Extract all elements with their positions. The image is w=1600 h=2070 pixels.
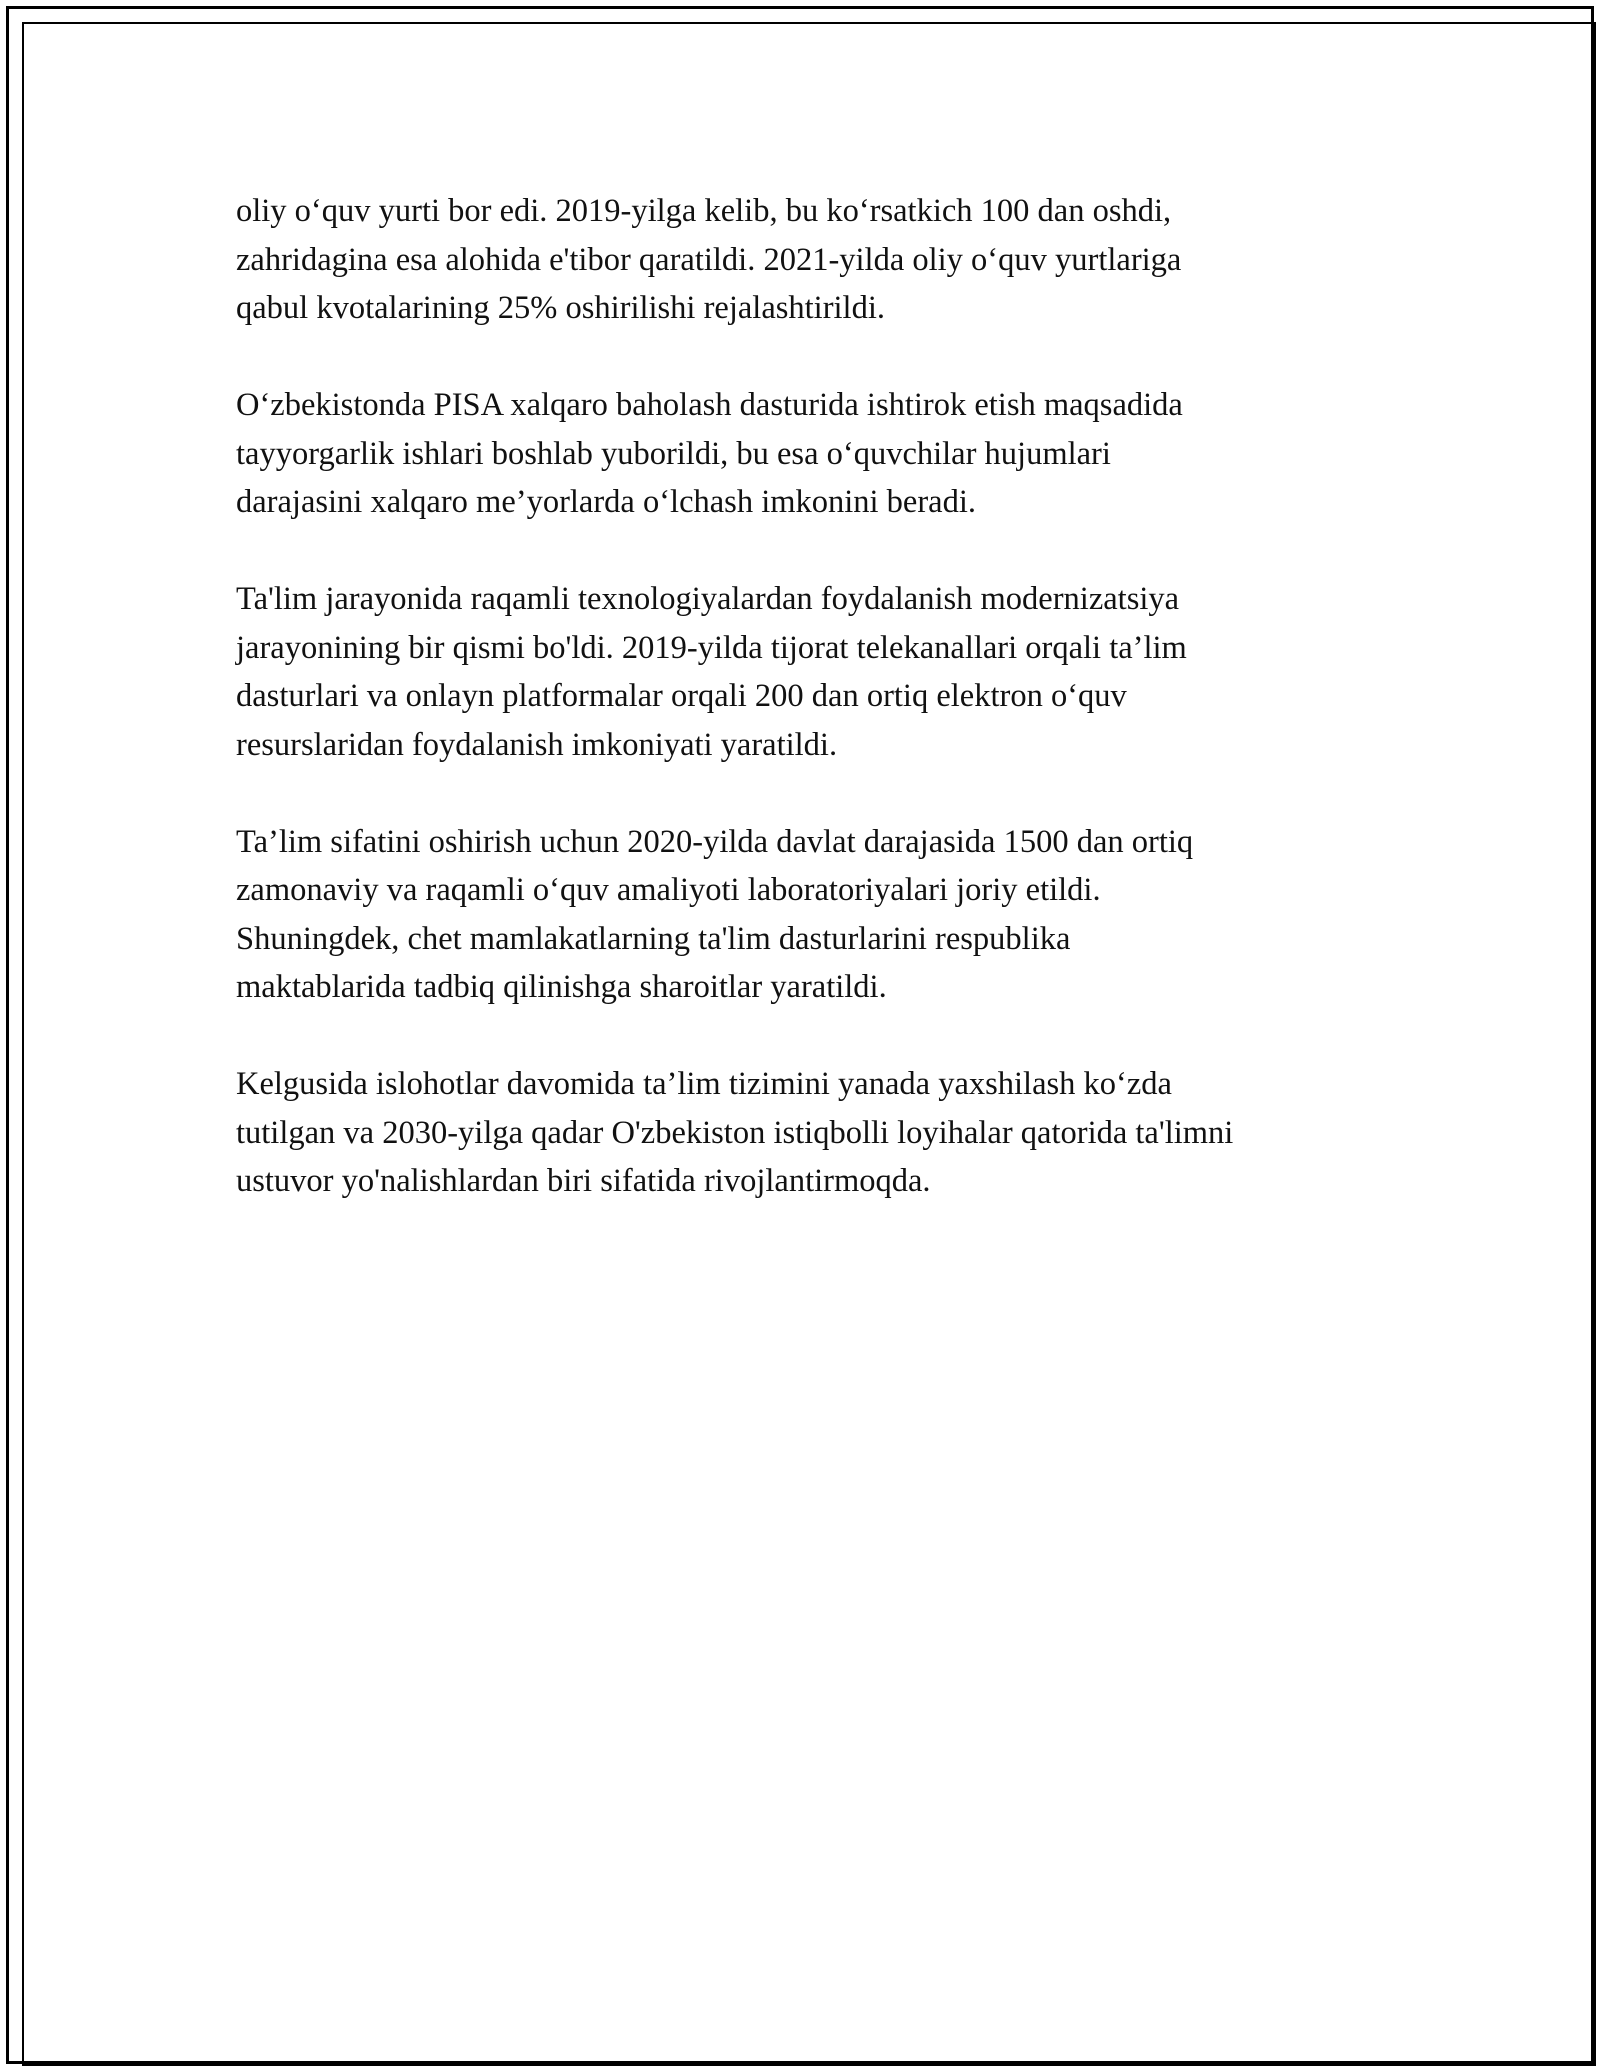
text-line: dasturlari va onlayn platformalar orqali 200 dan ortiq elektron o‘quv: [236, 678, 1127, 714]
paragraph-digital-technology: [236, 575, 1416, 769]
text-line: qabul kvotalarining 25% oshirilishi rejalashtirildi.: [236, 290, 885, 326]
text-line: maktablarida tadbiq qilinishga sharoitlar yaratildi.: [236, 969, 887, 1005]
text-line: Ta’lim sifatini oshirish uchun 2020-yilda davlat darajasida 1500 dan ortiq: [236, 823, 1194, 860]
text-line: jarayonining bir qismi bo'ldi. 2019-yilda tijorat telekanallari orqali ta’lim: [236, 629, 1187, 666]
paragraph-education-quality: [236, 818, 1416, 1012]
paragraph-pisa: [236, 381, 1416, 527]
text-line: Kelgusida islohotlar davomida ta’lim tizimini yanada yaxshilash ko‘zda: [236, 1066, 1172, 1102]
text-line: tutilgan va 2030-yilga qadar O'zbekiston istiqbolli loyihalar qatorida ta'limni: [236, 1114, 1234, 1151]
paragraph-future-reforms: [236, 1060, 1416, 1206]
text-line: Ta'lim jarayonida raqamli texnologiyalardan foydalanish modernizatsiya: [236, 581, 1180, 617]
text-line: O‘zbekistonda PISA xalqaro baholash dasturida ishtirok etish maqsadida: [236, 387, 1183, 423]
text-line: tayyorgarlik ishlari boshlab yuborildi, bu esa o‘quvchilar hujumlari: [236, 435, 1111, 472]
text-line: zahridagina esa alohida e'tibor qaratildi. 2021-yilda oliy o‘quv yurtlariga: [236, 241, 1182, 278]
text-line: resurslaridan foydalanish imkoniyati yaratildi.: [236, 726, 838, 763]
document-body: [236, 187, 1416, 1254]
text-line: darajasini xalqaro me’yorlarda o‘lchash imkonini beradi.: [236, 484, 977, 520]
text-line: zamonaviy va raqamli o‘quv amaliyoti laboratoriyalari joriy etildi.: [236, 872, 1101, 908]
paragraph-higher-education: [236, 187, 1416, 333]
text-line: oliy o‘quv yurti bor edi. 2019-yilga kelib, bu ko‘rsatkich 100 dan oshdi,: [236, 193, 1172, 229]
text-line: Shuningdek, chet mamlakatlarning ta'lim dasturlarini respublika: [236, 920, 1071, 957]
text-line: ustuvor yo'nalishlardan biri sifatida rivojlantirmoqda.: [236, 1163, 931, 1199]
